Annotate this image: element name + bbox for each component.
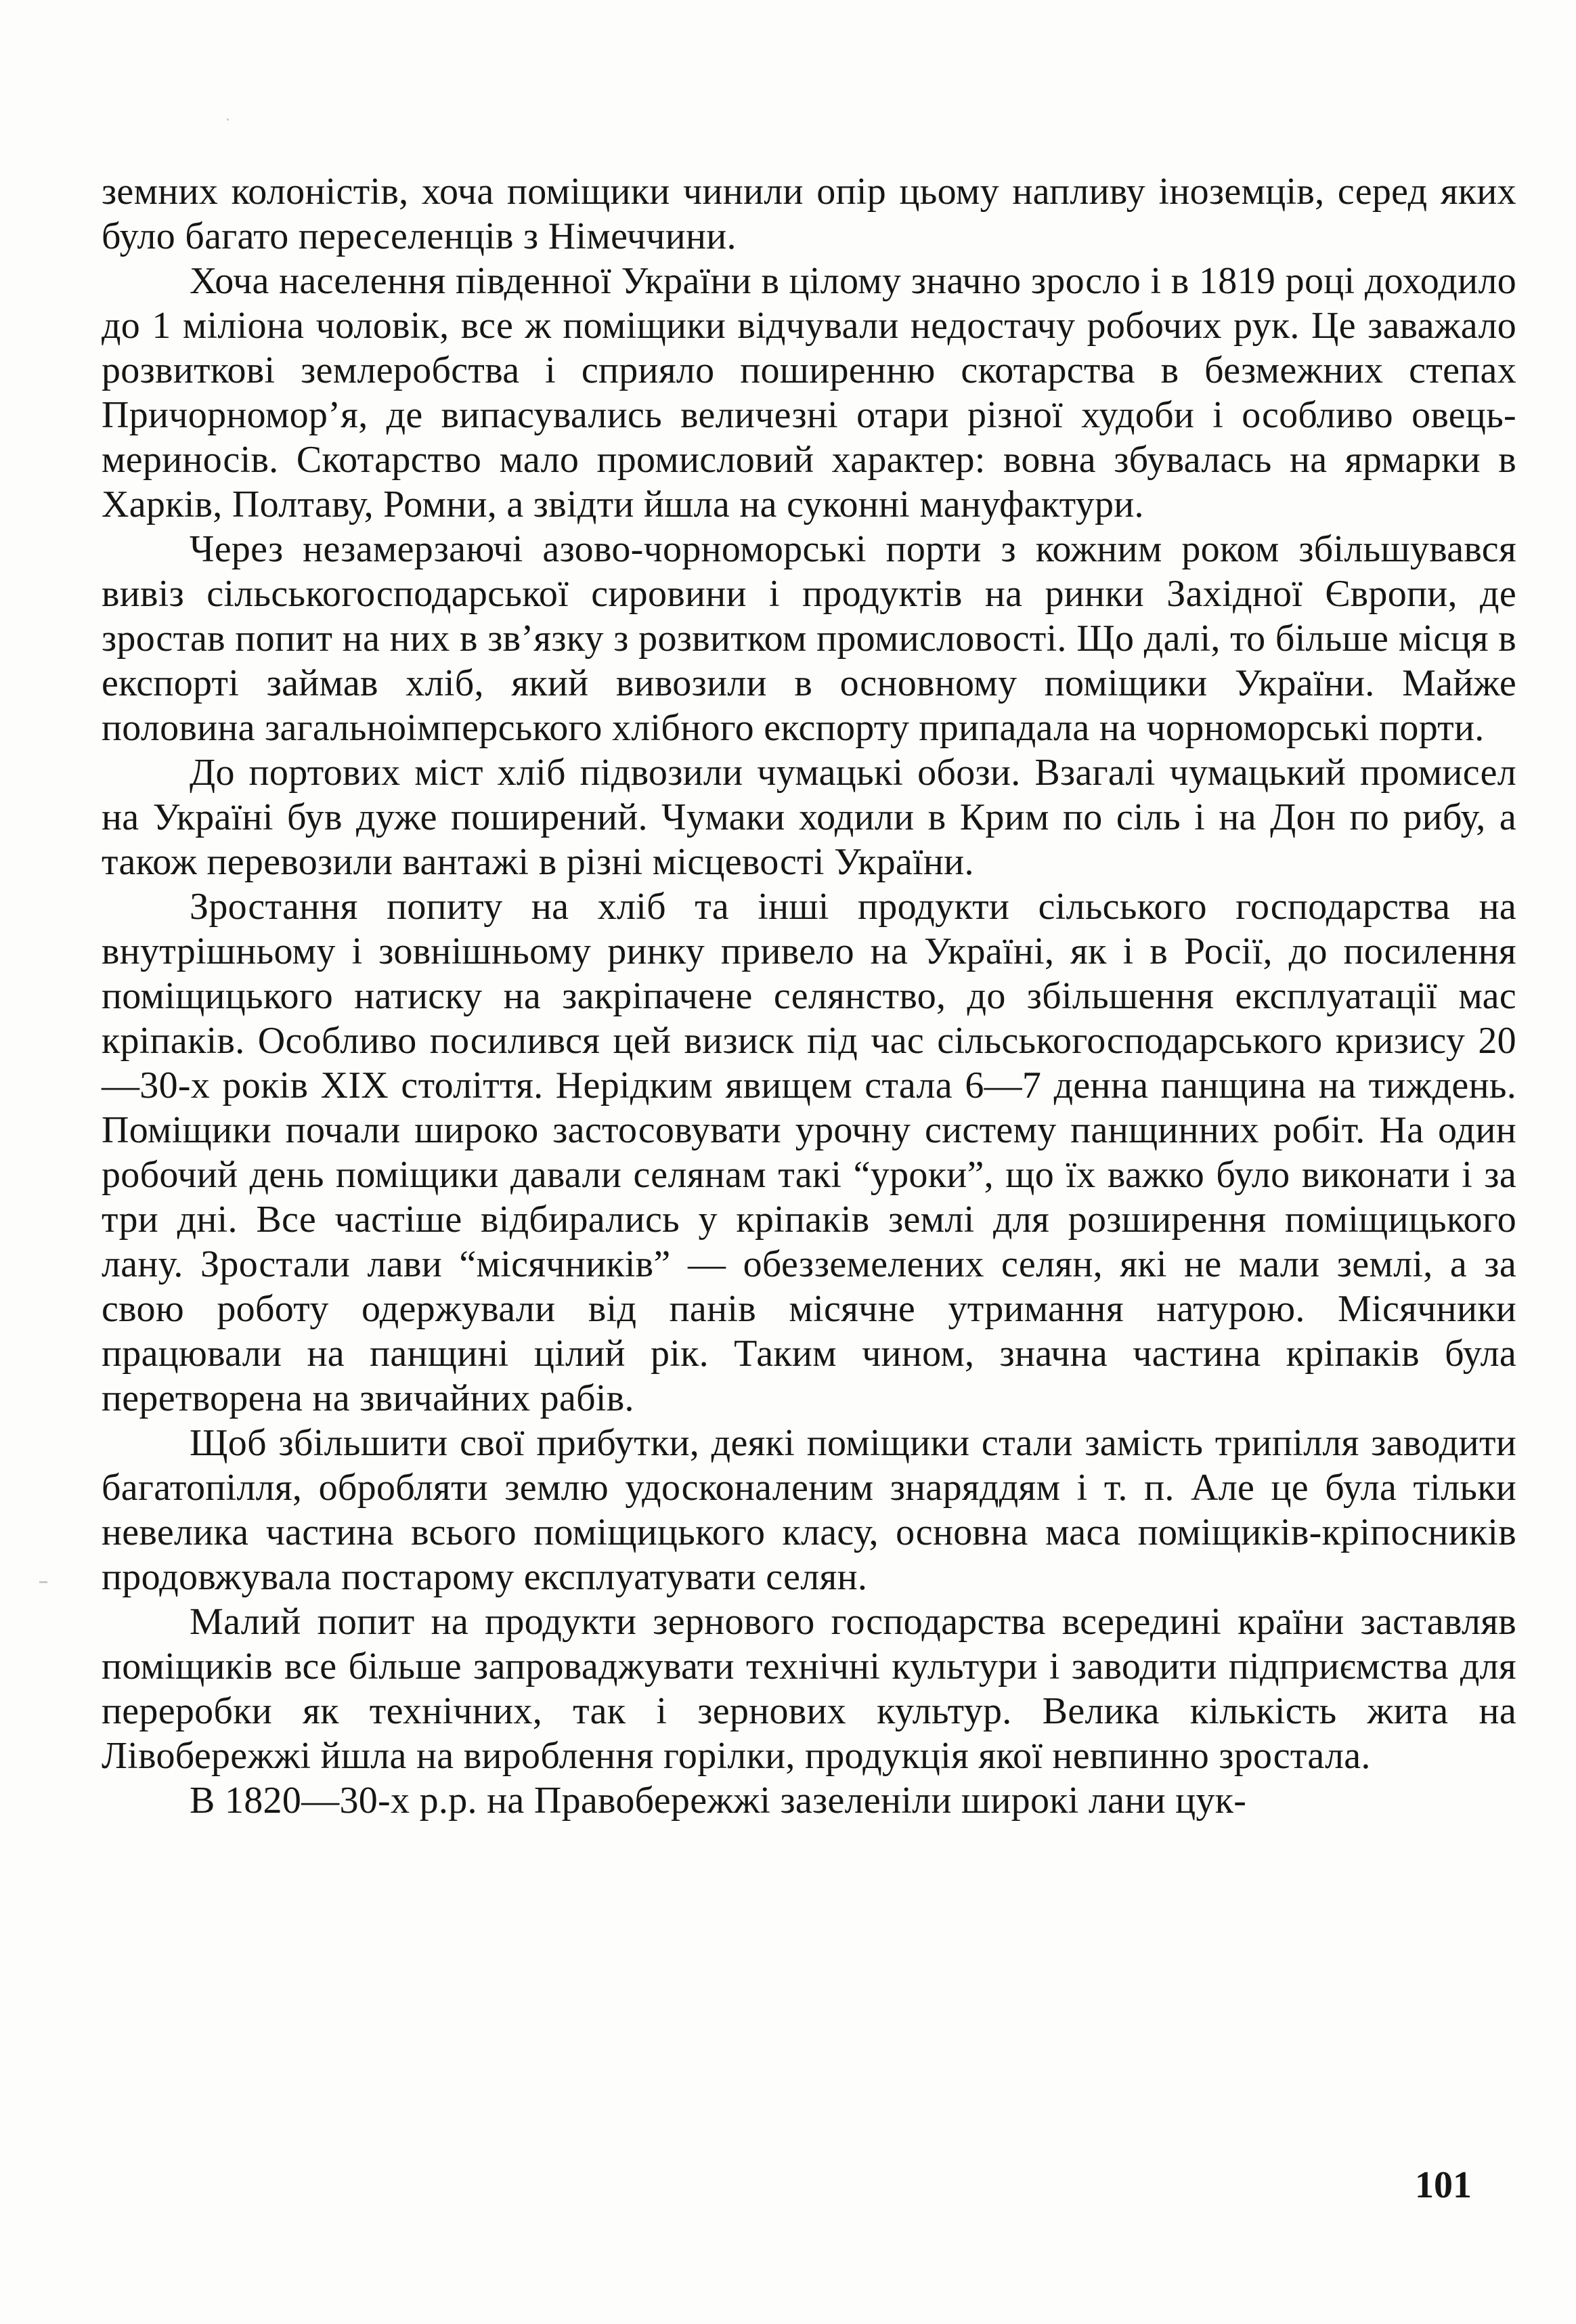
paragraph: В 1820—30-х р.р. на Правобережжі зазеленіли широкі лани цук- <box>190 1780 1247 1822</box>
paragraph: Через незамерзаючі азово-чорноморські порти з кожним роком збільшувався вивіз сільськогосподарської сировини і продуктів на ринки Західної Європи, де зростав попит на них в зв’язку з розвитком промисловості. Що далі, то більше місця в експорті займав хліб, який вивозили в основному поміщики України. Майже половина загальноімперського хлібного експорту припадала на чорноморські порти. <box>102 528 1516 749</box>
paragraph: Хоча населення південної України в цілому значно зросло і в 1819 році доходило до 1 міліона чоловік, все ж поміщики відчували недостачу робочих рук. Це заважало розвиткові землеробства і сприяло поширенню скотарства в безмежних степах Причорномор’я, де випасувались величезні отари різної худоби і особливо овець-мериносів. Скотарство мало промисловий характер: вовна збувалась на ярмарки в Харків, Полтаву, Ромни, а звідти йшла на суконні мануфактури. <box>102 260 1516 525</box>
paragraph: Зростання попиту на хліб та інші продукти сільського господарства на внутрішньому і зовнішньому ринку привело на Україні, як і в Росії, до посилення поміщицького натиску на закріпачене селянство, до збільшення експлуатації мас кріпаків. Особливо посилився цей визиск під час сільськогосподарського кризису 20—30-х років XIX століття. Нерідким явищем стала 6—7 денна панщина на тиждень. Поміщики почали широко застосовувати урочну систему панщинних робіт. На один робочий день поміщики давали селянам такі “уроки”, що їх важко було виконати і за три дні. Все частіше відбирались у кріпаків землі для розширення поміщицького лану. Зростали лави “місячників” — обезземелених селян, які не мали землі, а за свою роботу одержували від панів місячне утримання натурою. Місячники працювали на панщині цілий рік. Таким чином, значна частина кріпаків була перетворена на звичайних рабів. <box>102 886 1516 1419</box>
scan-edge-mark <box>39 1581 47 1583</box>
page-number: 101 <box>1415 2164 1472 2206</box>
paragraph: Щоб збільшити свої прибутки, деякі поміщики стали замість трипілля заводити багатопілля, обробляти землю удосконаленим знаряддям і т. п. Але це була тільки невелика частина всього поміщицького класу, основна маса поміщиків-кріпосників продовжувала постарому експлуатувати селян. <box>102 1422 1516 1598</box>
body-text <box>102 169 1516 1823</box>
paragraph: земних колоністів, хоча поміщики чинили опір цьому напливу іноземців, серед яких було багато переселенців з Німеччини. <box>102 171 1516 257</box>
scan-speck <box>227 119 229 121</box>
paragraph: Малий попит на продукти зернового господарства всередині країни заставляв поміщиків все більше запроваджувати технічні культури і заводити підприємства для переробки як технічних, так і зернових культур. Велика кількість жита на Лівобережжі йшла на вироблення горілки, продукція якої невпинно зростала. <box>102 1601 1516 1777</box>
paragraph: До портових міст хліб підвозили чумацькі обози. Взагалі чумацький промисел на Україні був дуже поширений. Чумаки ходили в Крим по сіль і на Дон по рибу, а також перевозили вантажі в різні місцевості України. <box>102 752 1516 883</box>
